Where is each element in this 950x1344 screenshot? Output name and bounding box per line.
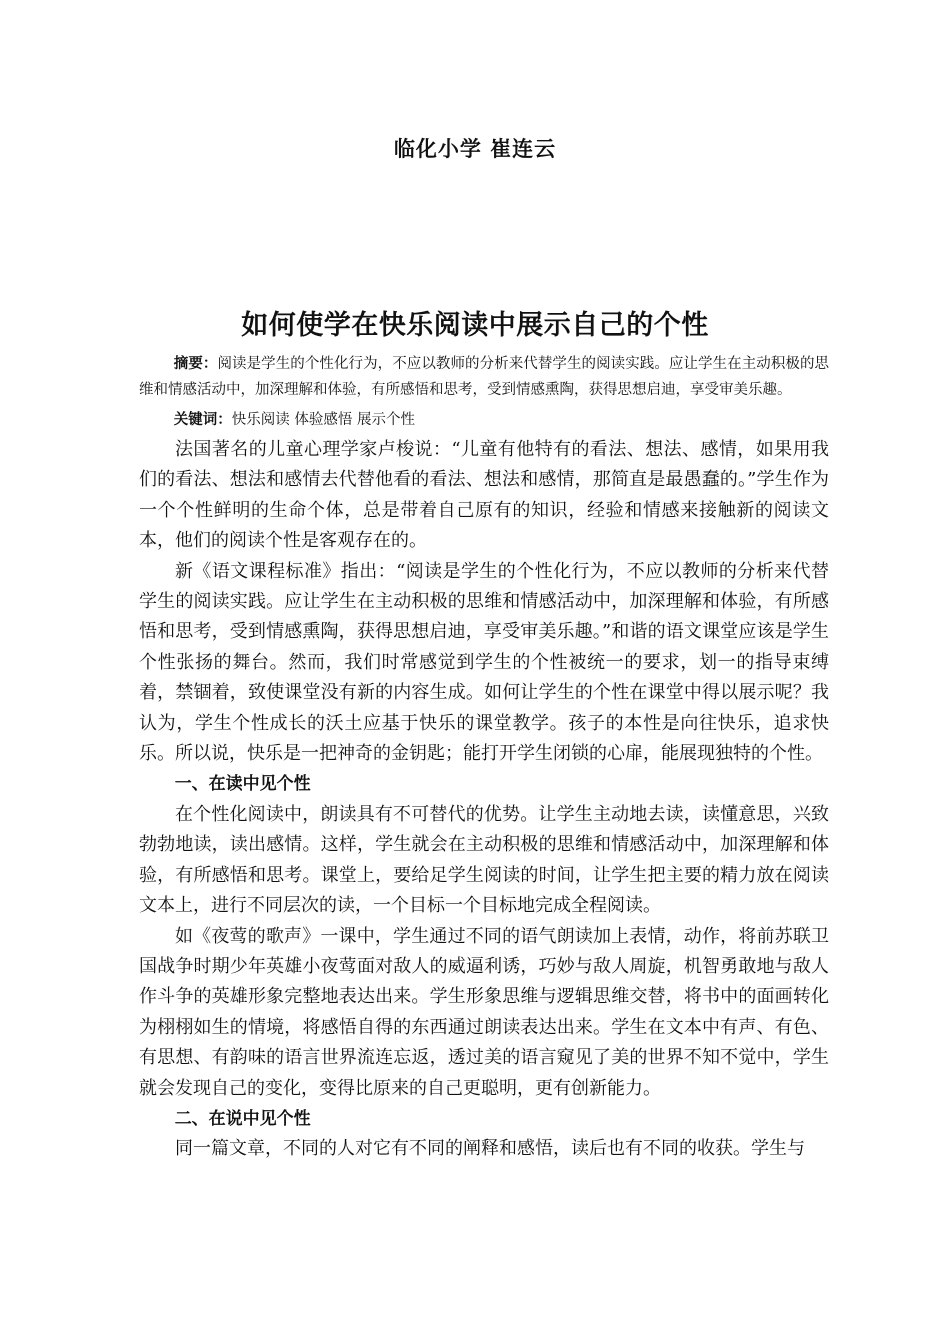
paragraph: 同一篇文章，不同的人对它有不同的阐释和感悟，读后也有不同的收获。学生与: [175, 1138, 805, 1160]
author-line: 临化小学 崔连云: [393, 136, 557, 161]
section-heading: 二、在说中见个性: [174, 1108, 311, 1129]
keywords-text: 快乐阅读 体验感悟 展示个性: [231, 412, 416, 428]
section-heading: 一、在读中见个性: [174, 774, 311, 795]
paragraph: 新《语文课程标准》指出：“阅读是学生的个性化行为，不应以教师的分析来代替学生的阅读实践。应让学生在主动积极的思维和情感活动中，加深理解和体验，有所感悟和思考，受到情感熏陶，获得思想启迪，享受审美乐趣。”和谐的语文课堂应该是学生个性张扬的舞台。然而，我们时常感觉到学生的个性被统一的要求，划一的指导束缚着，禁锢着，致使课堂没有新的内容生成。如何让学生的个性在课堂中得以展示呢？我认为，学生个性成长的沃土应基于快乐的课堂教学。孩子的本性是向往快乐，追求快乐。所以说，快乐是一把神奇的金钥匙；能打开学生闭锁的心扉，能展现独特的个性。: [139, 560, 829, 765]
abstract-text: 阅读是学生的个性化行为，不应以教师的分析来代替学生的阅读实践。应让学生在主动积极的思维和情感活动中，加深理解和体验，有所感悟和思考，受到情感熏陶，获得思想启迪，享受审美乐趣。: [139, 356, 829, 398]
document-title: 如何使学在快乐阅读中展示自己的个性: [241, 310, 709, 341]
abstract-label: 摘要：: [173, 356, 218, 372]
keywords: [139, 407, 829, 433]
keywords-label: 关键词：: [173, 412, 232, 428]
paragraph: 如《夜莺的歌声》一课中，学生通过不同的语气朗读加上表情，动作，将前苏联卫国战争时期少年英雄小夜莺面对敌人的威逼利诱，巧妙与敌人周旋，机智勇敢地与敌人作斗争的英雄形象完整地表达出来。学生形象思维与逻辑思维交替，将书中的面画转化为栩栩如生的情境，将感悟自得的东西通过朗读表达出来。学生在文本中有声、有色、有思想、有韵味的语言世界流连忘返，透过美的语言窥见了美的世界不知不觉中，学生就会发现自己的变化，变得比原来的自己更聪明，更有创新能力。: [139, 925, 829, 1099]
document-body: [139, 351, 829, 1165]
abstract: [139, 351, 829, 403]
paragraph: 法国著名的儿童心理学家卢梭说：“儿童有他特有的看法、想法、感情，如果用我们的看法、想法和感情去代替他看的看法、想法和感情，那简直是最愚蠢的。”学生作为一个个性鲜明的生命个体，总是带着自己原有的知识，经验和情感来接触新的阅读文本，他们的阅读个性是客观存在的。: [139, 439, 829, 552]
paragraph: 在个性化阅读中，朗读具有不可替代的优势。让学生主动地去读，读懂意思，兴致勃勃地读，读出感情。这样，学生就会在主动积极的思维和情感活动中，加深理解和体验，有所感悟和思考。课堂上，要给足学生阅读的时间，让学生把主要的精力放在阅读文本上，进行不同层次的读，一个目标一个目标地完成全程阅读。: [139, 803, 829, 917]
